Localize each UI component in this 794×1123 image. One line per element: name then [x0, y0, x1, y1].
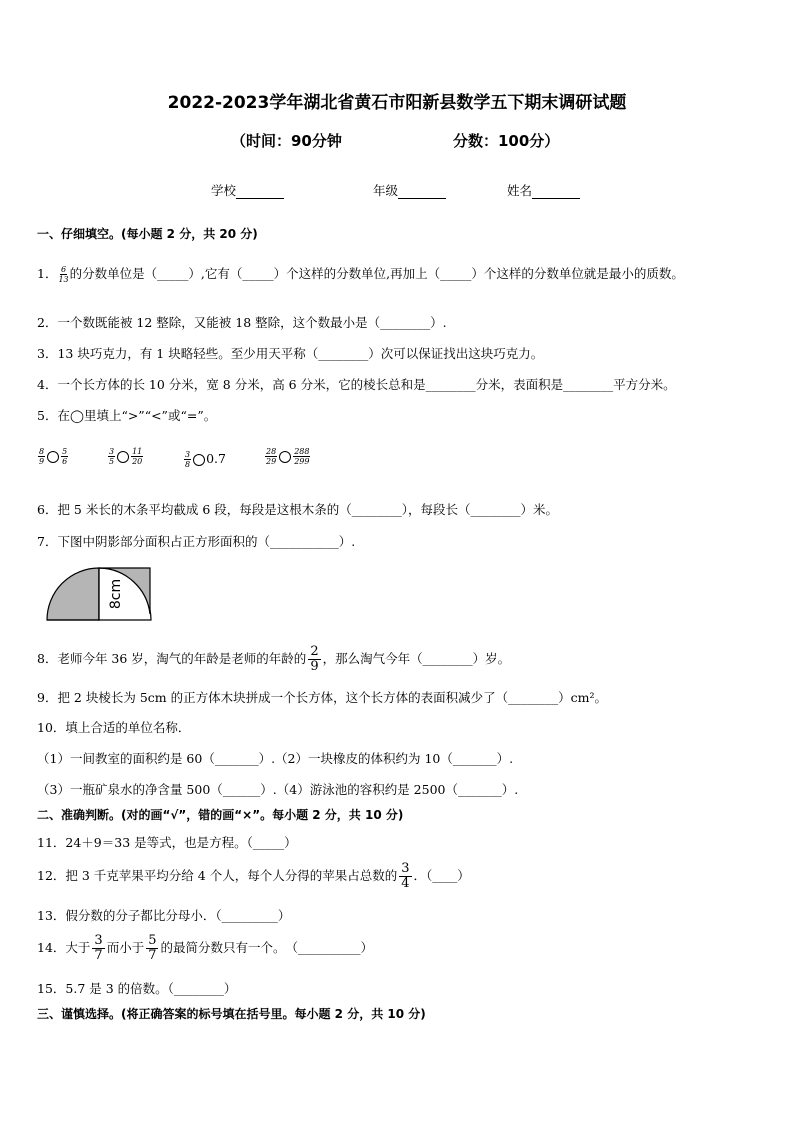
- question-11: 11．24＋9＝33 是等式，也是方程。（_____）: [37, 835, 297, 850]
- question-7: 7．下图中阴影部分面积占正方形面积的（___________）.: [37, 534, 356, 549]
- fraction: $\frac{6}{13}$: [58, 265, 69, 284]
- fraction: $\frac{3}{5}$: [109, 447, 115, 466]
- compare-circle[interactable]: [47, 451, 59, 463]
- question-5: 5．在◯里填上“>”“<”或“=”。: [37, 408, 217, 423]
- question-10: 10．填上合适的单位名称．: [37, 720, 191, 735]
- question-6: 6．把 5 米长的木条平均截成 6 段，每段是这根木条的（________），每段长（________）米。: [37, 502, 559, 517]
- compare-item-3: $\frac{3}{8}$ 0.7: [185, 450, 226, 469]
- name-field[interactable]: 姓名: [507, 181, 580, 199]
- question-9: 9．把 2 块棱长为 5cm 的正方体木块拼成一个长方体，这个长方体的表面积减少了（________）cm²。: [37, 690, 607, 705]
- section-heading-1: 一、仔细填空。(每小题 2 分，共 20 分): [37, 227, 258, 241]
- grade-field[interactable]: 年级: [373, 181, 446, 199]
- shaded-region-left: [47, 568, 99, 620]
- fraction: $\frac{2}{9}$: [310, 644, 319, 674]
- fraction: $\frac{3}{7}$: [94, 933, 103, 963]
- fraction: $\frac{3}{8}$: [185, 450, 191, 469]
- compare-circle[interactable]: [279, 451, 291, 463]
- question-8: 8．老师今年 36 岁，淘气的年龄是老师的年龄的 $\frac{2}{9}$ ，那么淘气今年（________）岁。: [37, 644, 511, 674]
- section-heading-2: 二、准确判断。(对的画“√”，错的画“×”。每小题 2 分，共 10 分): [37, 808, 404, 822]
- compare-circle[interactable]: [193, 454, 205, 466]
- question-10-row-1: （1）一间教室的面积约是 60（_______）.（2）一块橡皮的体积约为 10（_______）.: [37, 751, 514, 766]
- compare-item-4: [264, 447, 311, 466]
- fraction: $\frac{5}{6}$: [62, 447, 68, 466]
- shaded-square-figure: [44, 566, 154, 624]
- question-3: 3．13 块巧克力，有 1 块略轻些。至少用天平称（________）次可以保证找出这块巧克力。: [37, 346, 544, 361]
- fraction: $\frac{8}{9}$: [39, 447, 45, 466]
- section-heading-3: 三、谨慎选择。(将正确答案的标号填在括号里。每小题 2 分，共 10 分): [37, 1007, 426, 1021]
- question-13: 13．假分数的分子都比分母小．（_________）: [37, 908, 291, 923]
- question-2: 2．一个数既能被 12 整除，又能被 18 整除，这个数最小是（________）.: [37, 315, 447, 330]
- question-14: 14．大于 $\frac{3}{7}$ 而小于 $\frac{5}{7}$ 的最简分数只有一个。 （__________）: [37, 933, 373, 963]
- question-10-row-2: （3）一瓶矿泉水的净含量 500（______）.（4）游泳池的容积约是 2500（_______）.: [37, 782, 519, 797]
- question-4: 4．一个长方体的长 10 分米，宽 8 分米，高 6 分米，它的棱长总和是________分米，表面积是________平方分米。: [37, 377, 676, 392]
- fraction: $\frac{3}{4}$: [401, 861, 410, 891]
- question-15: 15．5.7 是 3 的倍数。（________）: [37, 981, 237, 996]
- fraction: $\frac{11}{20}$: [132, 447, 143, 466]
- exam-time: （时间：90分钟: [231, 132, 342, 150]
- exam-score: 分数：100分）: [453, 132, 560, 150]
- fraction: $\frac{5}{7}$: [148, 933, 157, 963]
- compare-item-2: [107, 447, 144, 466]
- fraction: $\frac{288}{299}$: [294, 447, 310, 466]
- question-1: 1． $\frac{6}{13}$ 的分数单位是（_____）,它有（_____）个这样的分数单位,再加上（_____）个这样的分数单位就是最小的质数。: [37, 265, 684, 284]
- compare-item-1: [37, 447, 69, 466]
- page-title: 2022-2023学年湖北省黄石市阳新县数学五下期末调研试题: [167, 93, 627, 113]
- side-length-label: 8cm: [108, 578, 124, 610]
- fraction: $\frac{28}{29}$: [266, 447, 277, 466]
- compare-circle[interactable]: [117, 451, 129, 463]
- school-field[interactable]: 学校: [211, 181, 284, 199]
- question-12: 12．把 3 千克苹果平均分给 4 个人，每个人分得的苹果占总数的 $\frac{3}{4}$ ．（____）: [37, 861, 470, 891]
